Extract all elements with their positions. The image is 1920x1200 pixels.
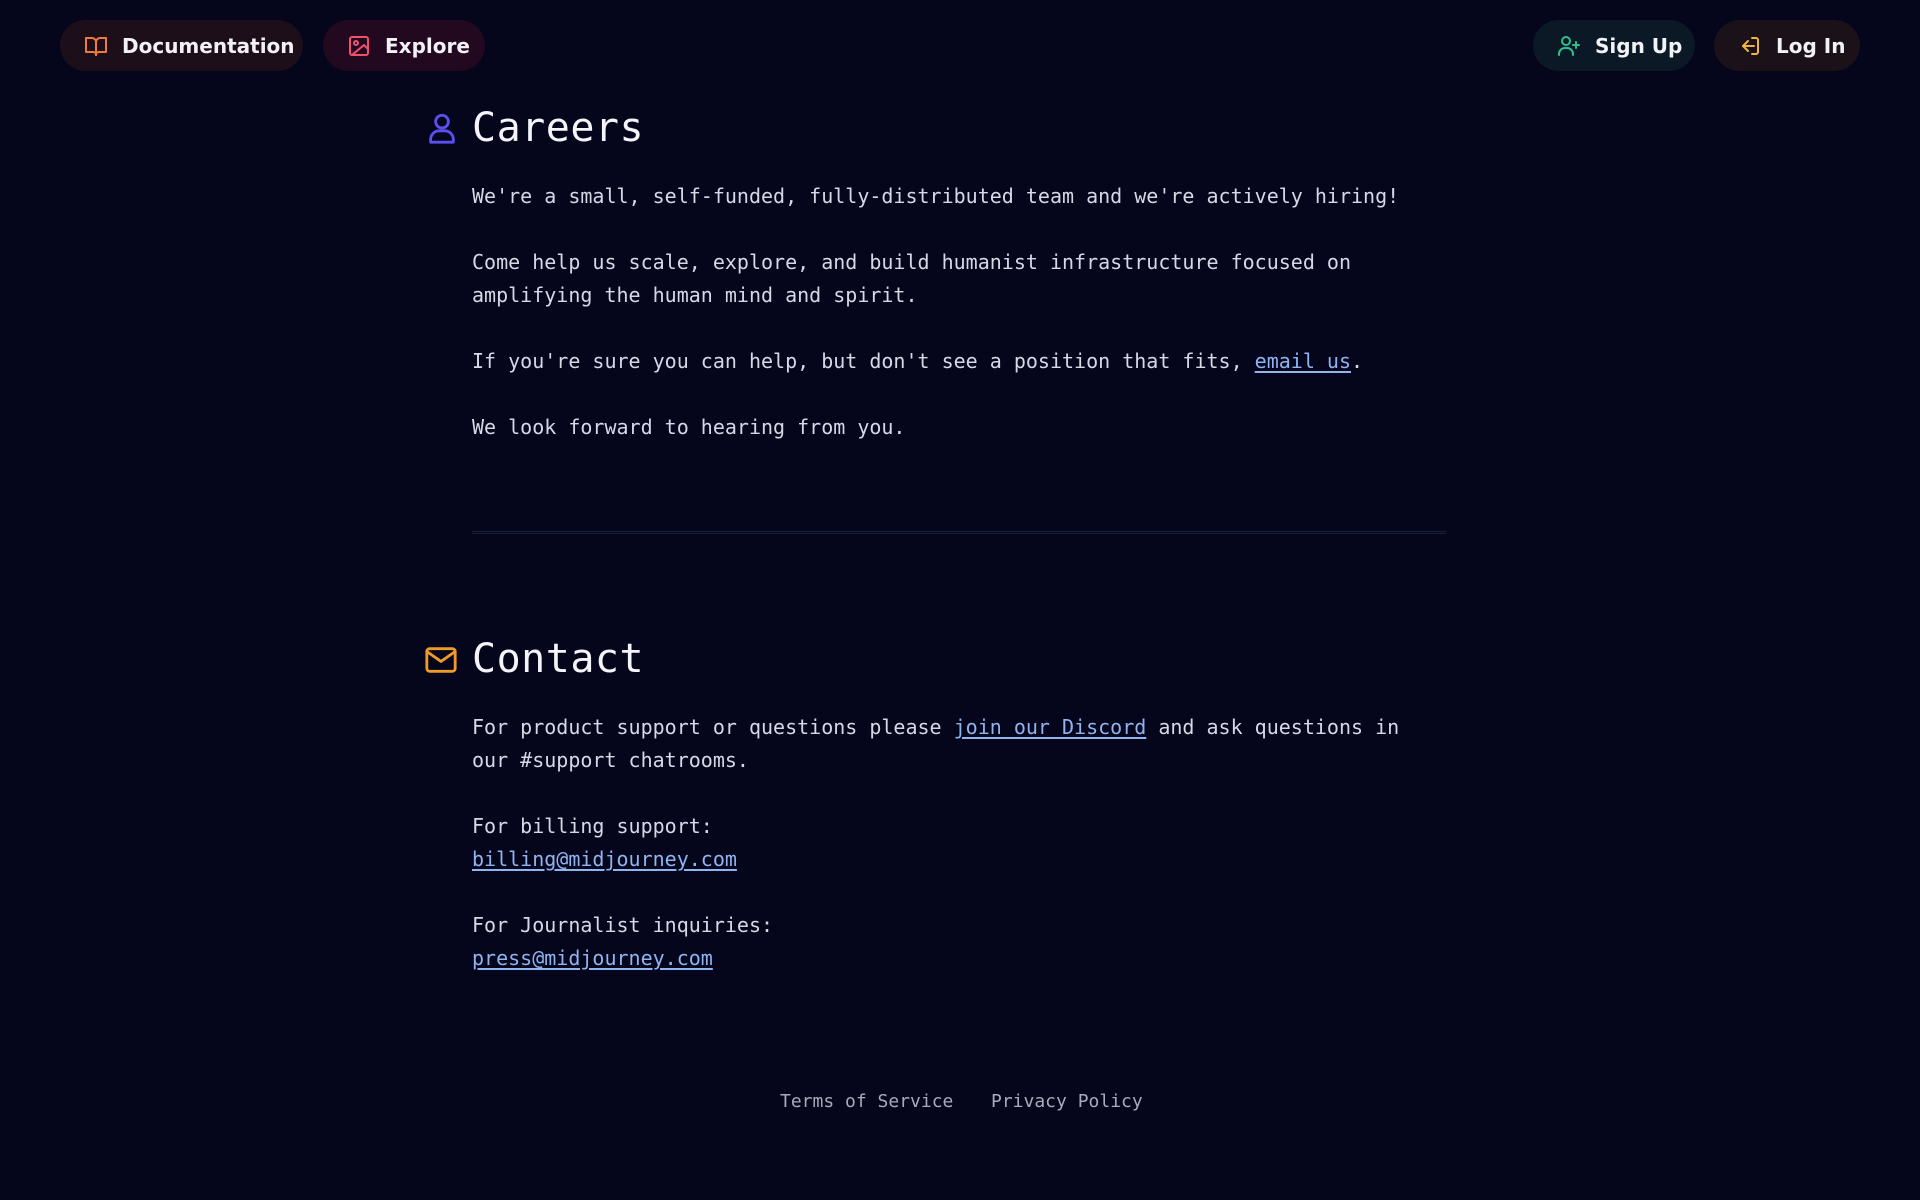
email-us-link[interactable]: email us [1254,349,1351,373]
top-navigation [0,0,1920,92]
documentation-label: Documentation [122,33,295,58]
contact-paragraph-1 [472,711,1472,777]
billing-email-link[interactable]: billing@midjourney.com [472,847,737,871]
sign-up-label: Sign Up [1595,33,1683,58]
careers-paragraph-2-line-1: Come help us scale, explore, and build humanist infrastructure focused on [472,250,1351,274]
section-divider [472,531,1446,534]
privacy-policy-link[interactable]: Privacy Policy [991,1091,1143,1112]
billing-support-block [472,810,1472,876]
book-icon [84,34,108,58]
contact-paragraph-1-continued: and ask questions in [1146,715,1400,739]
explore-label: Explore [385,33,470,58]
careers-paragraph-2 [472,246,1472,312]
mail-icon [424,643,458,677]
terms-of-service-link[interactable]: Terms of Service [780,1091,954,1112]
billing-support-label: For billing support: [472,814,713,838]
documentation-button[interactable] [60,20,303,71]
log-in-icon [1738,34,1762,58]
contact-heading: Contact [472,636,645,682]
contact-paragraph-1-line-2: our #support chatrooms. [472,748,749,772]
user-plus-icon [1557,34,1581,58]
press-inquiries-block [472,909,1472,975]
careers-paragraph-3-text: If you're sure you can help, but don't see a position that fits, [472,349,1255,373]
press-inquiries-label: For Journalist inquiries: [472,913,774,937]
contact-paragraph-1-text: For product support or questions please [472,715,954,739]
log-in-label: Log In [1776,33,1846,58]
image-icon [347,34,371,58]
log-in-button[interactable] [1714,20,1860,71]
careers-paragraph-1: We're a small, self-funded, fully-distributed team and we're actively hiring! [472,184,1400,208]
careers-heading: Careers [472,105,645,151]
sign-up-button[interactable] [1533,20,1695,71]
join-discord-link[interactable]: join our Discord [953,715,1147,739]
careers-paragraph-3 [472,345,1472,378]
explore-button[interactable] [323,20,485,71]
press-email-link[interactable]: press@midjourney.com [472,946,713,970]
careers-paragraph-3-end: . [1351,349,1364,373]
careers-paragraph-2-line-2: amplifying the human mind and spirit. [472,283,918,307]
careers-paragraph-4: We look forward to hearing from you. [472,415,906,439]
user-icon [425,111,459,145]
